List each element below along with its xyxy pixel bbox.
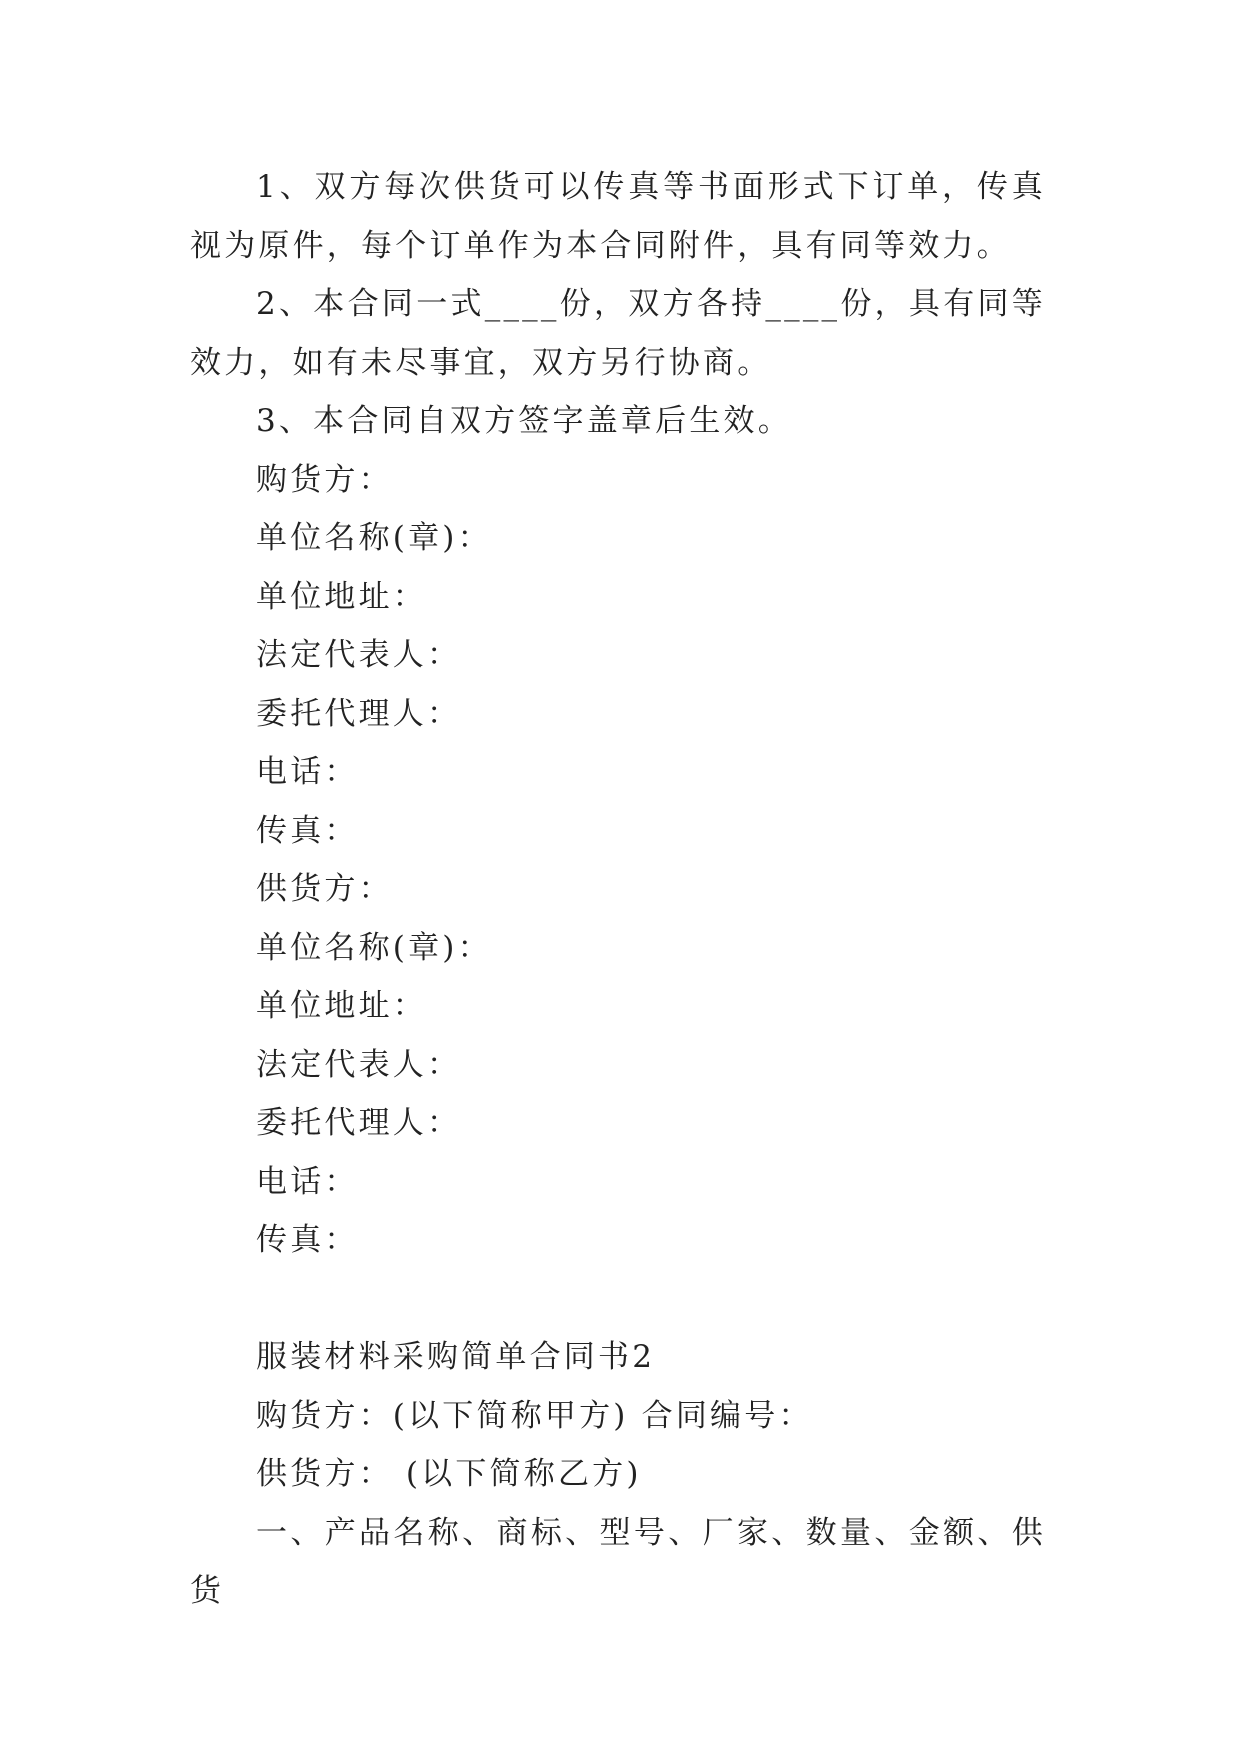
buyer-phone: 电话：	[256, 754, 359, 790]
contract-2-item-one: 一、产品名称、商标、型号、厂家、数量、金额、供货	[190, 1514, 1046, 1609]
supplier-phone: 电话：	[256, 1163, 359, 1200]
clause-1: 1、双方每次供货可以传真等书面形式下订单，传真视为原件，每个订单作为本合同附件，具有同等效力。	[190, 169, 1046, 264]
buyer-heading: 购货方：	[256, 461, 393, 498]
document-body	[190, 158, 1046, 1621]
supplier-unit-name: 单位名称(章)：	[256, 929, 492, 966]
buyer-agent: 委托代理人：	[256, 695, 462, 732]
contract-2-supplier-line: 供货方： (以下简称乙方)	[256, 1456, 642, 1492]
clause-3: 3、本合同自双方签字盖章后生效。	[256, 403, 792, 439]
contract-2-title: 服装材料采购简单合同书2	[256, 1339, 656, 1375]
buyer-fax: 传真：	[256, 812, 359, 849]
buyer-unit-name: 单位名称(章)：	[256, 520, 492, 556]
supplier-fax: 传真：	[256, 1222, 359, 1258]
supplier-heading: 供货方：	[256, 871, 393, 907]
supplier-agent: 委托代理人：	[256, 1105, 462, 1141]
buyer-unit-address: 单位地址：	[256, 578, 427, 615]
buyer-legal-rep: 法定代表人：	[256, 637, 462, 673]
section-gap	[190, 1270, 1046, 1329]
clause-2: 2、本合同一式____份，双方各持____份，具有同等效力，如有未尽事宜，双方另行协商。	[190, 286, 1046, 381]
supplier-legal-rep: 法定代表人：	[256, 1046, 462, 1083]
supplier-unit-address: 单位地址：	[256, 988, 427, 1024]
contract-2-buyer-line: 购货方：(以下简称甲方) 合同编号：	[256, 1397, 813, 1434]
